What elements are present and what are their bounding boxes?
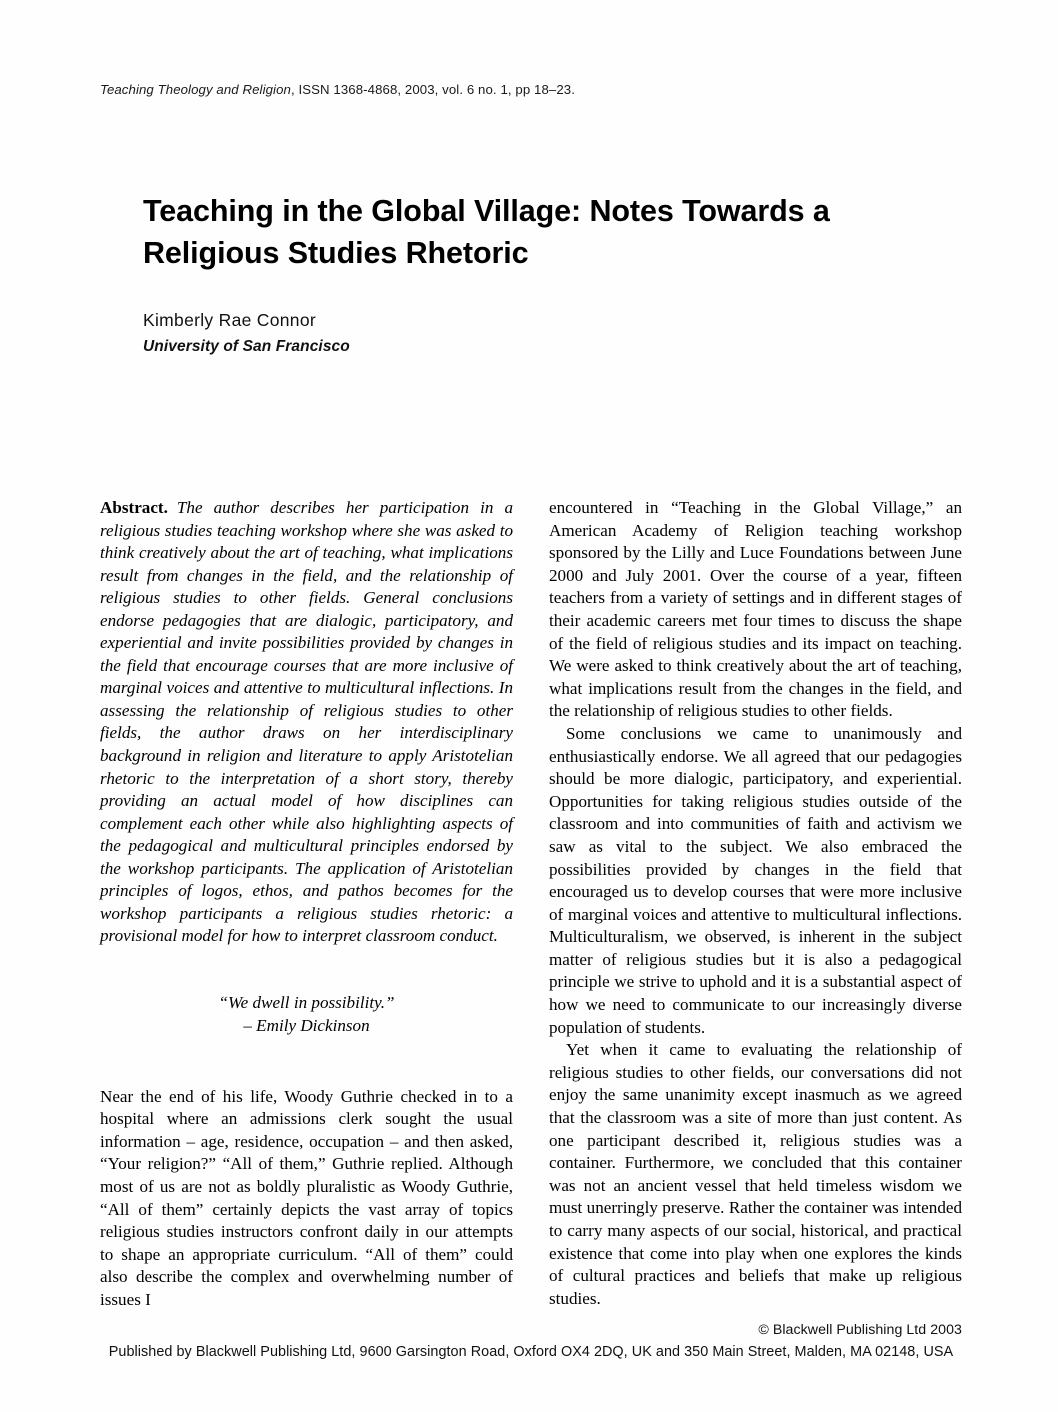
journal-name: Teaching Theology and Religion: [100, 82, 291, 97]
epigraph-quote: “We dwell in possibility.”: [218, 992, 395, 1012]
author-block: [143, 310, 743, 356]
body-columns: [100, 497, 962, 1312]
body-paragraph: Some conclusions we came to unanimously and enthusiastically endorse. We all agreed that our pedagogies should be more dialogic, participatory, and experiential. Opportunities for taking religious studies outside of the classroom and into communities of faith and activism we saw as vital to the subject. We also embraced the possibilities provided by changes in the field that encouraged us to develop courses that were more inclusive of marginal voices and attentive to multicultural inflections. Multiculturalism, we observed, is inherent in the subject matter of religious studies but it is also a pedagogical principle we strive to uphold and it is a substantial aspect of how we need to communicate to our increasingly diverse population of students.: [549, 723, 962, 1037]
epigraph: [100, 992, 513, 1038]
body-paragraph: Near the end of his life, Woody Guthrie checked in to a hospital where an admissions clerk sought the usual information – age, residence, occupation – and then asked, “Your religion?” “All of them,” Guthrie replied. Although most of us are not as boldly pluralistic as Woody Guthrie, “All of them” certainly depicts the vast array of topics religious studies instructors confront daily in our attempts to shape an appropriate curriculum. “All of them” could also describe the complex and overwhelming number of issues I: [100, 1086, 513, 1309]
running-head: [100, 82, 960, 97]
body-paragraph: encountered in “Teaching in the Global Village,” an American Academy of Religion teaching workshop sponsored by the Lilly and Luce Foundations between June 2000 and July 2001. Over the course of a year, fifteen teachers from a variety of settings and in different stages of their academic careers met four times to discuss the shape of the field of religious studies and its impact on teaching. We were asked to think creatively about the art of teaching, what implications result from the changes in the field, and the relationship of religious studies to other fields.: [549, 498, 962, 721]
title-block: [143, 190, 903, 274]
abstract-label: Abstract.: [100, 498, 168, 517]
page-title: Teaching in the Global Village: Notes Towards a Religious Studies Rhetoric: [143, 194, 830, 270]
copyright-notice: © Blackwell Publishing Ltd 2003: [758, 1322, 962, 1338]
author-affiliation: University of San Francisco: [143, 338, 350, 355]
column-left: [100, 497, 513, 1312]
author-name: Kimberly Rae Connor: [143, 310, 316, 330]
abstract-text: The author describes her participation in a religious studies teaching workshop where she was asked to think creatively about the art of teaching, what implications result from changes in the field, and the relationship of religious studies to other fields. General conclusions endorse pedagogies that are dialogic, participatory, and experiential and invite possibilities provided by changes in the field that encourage courses that are more inclusive of marginal voices and attentive to multicultural inflections. In assessing the relationship of religious studies to other fields, the author draws on her interdisciplinary background in religion and literature to apply Aristotelian rhetoric to the interpretation of a short story, thereby providing an actual model of how disciplines can complement each other while also highlighting aspects of the pedagogical and multicultural principles endorsed by the workshop participants. The application of Aristotelian principles of logos, ethos, and pathos becomes for the workshop participants a religious studies rhetoric: a provisional model for how to interpret classroom conduct.: [100, 498, 513, 946]
abstract: [100, 497, 513, 948]
page-footer: [100, 1322, 962, 1360]
publisher-address: Published by Blackwell Publishing Ltd, 9600 Garsington Road, Oxford OX4 2DQ, UK and 350 Main Street, Malden, MA 02148, USA: [108, 1344, 954, 1360]
journal-citation: , ISSN 1368-4868, 2003, vol. 6 no. 1, pp 18–23.: [290, 82, 575, 97]
epigraph-attribution: – Emily Dickinson: [243, 1015, 370, 1035]
body-paragraph: Yet when it came to evaluating the relationship of religious studies to other fields, our conversations did not enjoy the same unanimity except inasmuch as we agreed that the classroom was a site of more than just content. As one participant described it, religious studies was a container. Furthermore, we concluded that this container was not an ancient vessel that held timeless wisdom we must unerringly preserve. Rather the container was intended to carry many aspects of our social, historical, and practical existence that come into play when one explores the kinds of cultural practices and beliefs that make up religious studies.: [549, 1040, 962, 1308]
column-right: [549, 497, 962, 1312]
